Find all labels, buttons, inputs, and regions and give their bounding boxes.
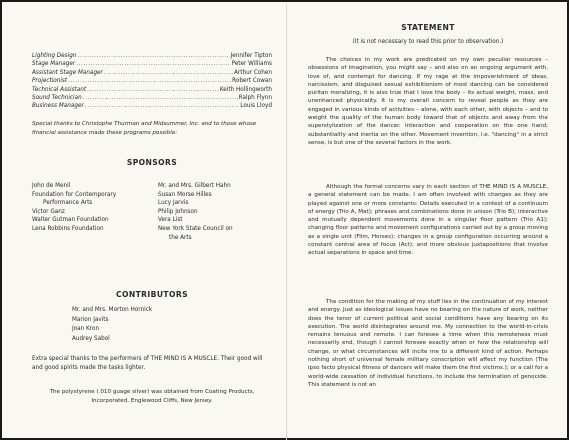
credit-row: [32, 102, 272, 110]
contributors-list: [72, 306, 152, 345]
credit-name: Keith Hollingworth: [219, 86, 272, 93]
sponsor-name: Philip Johnson: [158, 208, 198, 215]
leader-dots: [85, 102, 239, 110]
contributor-name: Mr. and Mrs. Morton Hornick: [72, 307, 153, 313]
sponsor-name: Foundation for Contemporary: [32, 191, 117, 198]
sponsor-name: Mr. and Mrs. Gilbert Hahn: [158, 183, 231, 189]
credit-row: [32, 60, 272, 68]
credit-role: Technical Assistant: [32, 86, 87, 93]
credit-role: Stage Manager: [32, 61, 76, 68]
credit-name: Jennifer Tipton: [230, 53, 272, 59]
credit-name: Robert Cowan: [232, 78, 272, 85]
statement-paragraph-2: Although the formal concerns vary in each section of THE MIND IS A MUSCLE, a general statement can be made. I am often involved with changes as they are played against one or more constants: Details executed in a context of a continuum of energy (Trio A, Mat); phrases and combinations done in unison (Trio B); interactive and mutually dependent movements done in a singular floor pattern (Trio A1); changing floor patterns and movement configurations carried out by a group moving as a single unit (Film, Horses); changes in a group configuration occurring around a constant central area of focus (Act); and more obvious juxtapositions that involve actual separations in space and time.: [308, 184, 548, 257]
contributor-name: Joan Kron: [72, 326, 100, 333]
extra-thanks-note: Extra special thanks to the performers of THE MIND IS A MUSCLE. Their good will and good spirits made the tasks lighter.: [32, 356, 263, 372]
sponsor-name: Lucy Jarvis: [158, 200, 189, 207]
statement-paragraph-1: The choices in my work are predicated on my own peculiar resources – obsessions of imagination, you might say – and also on an ongoing argument with, love of, and contempt for dancing. If my rage at the impoverishment of ideas, narcissism, and disguised sexual exhibitionism of most dancing can be considered puritan moralizing, it is also true that I love the body – its actual weight, mass, and unenhanced physicality. It is my overall concern to reveal people as they are engaged in various kinds of activities – alone, with each other, with objects – and to weight the quality of the human body toward that of objects and away from the superstylization of the dancer. Interaction and cooperation on the one hand; substantiality and inertia on the other. Movement invention, i.e. "dancing" in a strict sense, is but one of the several factors in the work.: [308, 57, 548, 146]
sponsor-name: Victor Ganz: [32, 208, 65, 215]
sponsors-heading: SPONSORS: [126, 158, 178, 167]
credit-role: Assistant Stage Manager: [32, 69, 103, 76]
sponsor-name: Performance Arts: [43, 200, 93, 207]
contributor-name: Audrey Sabol: [72, 336, 110, 343]
sponsor-name: New York State Council on: [158, 225, 233, 232]
credit-name: Ralph Flynn: [238, 95, 272, 102]
credit-row: [32, 69, 272, 77]
sponsor-name: Vera List: [158, 217, 183, 224]
credit-row: [32, 94, 272, 102]
page-fold-divider: [286, 4, 287, 440]
credit-row: [32, 86, 272, 94]
credit-name: Peter Williams: [231, 61, 272, 68]
special-thanks-note: Special thanks to Christophe Thurman and Midsummer, Inc. and to those whose financial assistance made these programs possible:: [32, 121, 257, 136]
polystyrene-note: The polystyrene (.010 guage silver) was obtained from Coating Products, Incorporated, Englewood Cliffs, New Jersey.: [49, 389, 255, 405]
credit-row: [32, 77, 272, 85]
sponsor-name: Susan Morse Hilles: [158, 191, 212, 198]
statement-paragraph-3: The condition for the making of my stuff lies in the continuation of my interest and energy. Just as ideological issues have no bearing on the nature of work, neither does the tenor of current political and social conditions have any bearing on its execution. The world disintegrates around me. My connection to the world-in-crisis remains tenuous and remote. I can foresee a time when this remoteness must necessarily end, though I cannot foresee exactly when or how the relationship will change, or what circumstances will incite me to a different kind of action. Perhaps nothing short of universal female military conscription will affect my function (The ipso facto physical fitness of dancers will make them the first victims.); or a call for a world-wide cessation of individual functions, to include the termination of genocide. This statement is not an: [308, 299, 548, 388]
statement-subheading: (It is not necessary to read this prior to observation.): [352, 39, 504, 45]
credit-role: Business Manager: [32, 103, 84, 110]
leader-dots: [77, 52, 229, 60]
credit-role: Lighting Design: [32, 53, 77, 59]
sponsor-name: John de Menil: [32, 183, 71, 189]
sponsor-name: Lena Robbins Foundation: [32, 225, 104, 232]
credit-role: Sound Technician: [32, 95, 82, 102]
sponsors-column-1: [32, 182, 147, 234]
leader-dots: [76, 60, 230, 68]
leader-dots: [83, 94, 238, 102]
credit-role: Projectionist: [32, 78, 68, 85]
sponsor-name: the Arts: [169, 234, 192, 241]
leader-dots: [68, 77, 231, 85]
sponsor-name: Walter Gutman Foundation: [32, 217, 109, 224]
contributor-name: Marion Javits: [72, 316, 109, 323]
credit-row: [32, 52, 272, 60]
production-credits: [32, 52, 272, 111]
credit-name: Arthur Cohen: [234, 69, 272, 76]
leader-dots: [87, 86, 219, 94]
leader-dots: [104, 69, 233, 77]
sponsors-column-2: [158, 182, 273, 242]
contributors-heading: CONTRIBUTORS: [116, 290, 188, 299]
statement-heading: STATEMENT: [401, 23, 455, 32]
credit-name: Louis Lloyd: [240, 103, 272, 110]
